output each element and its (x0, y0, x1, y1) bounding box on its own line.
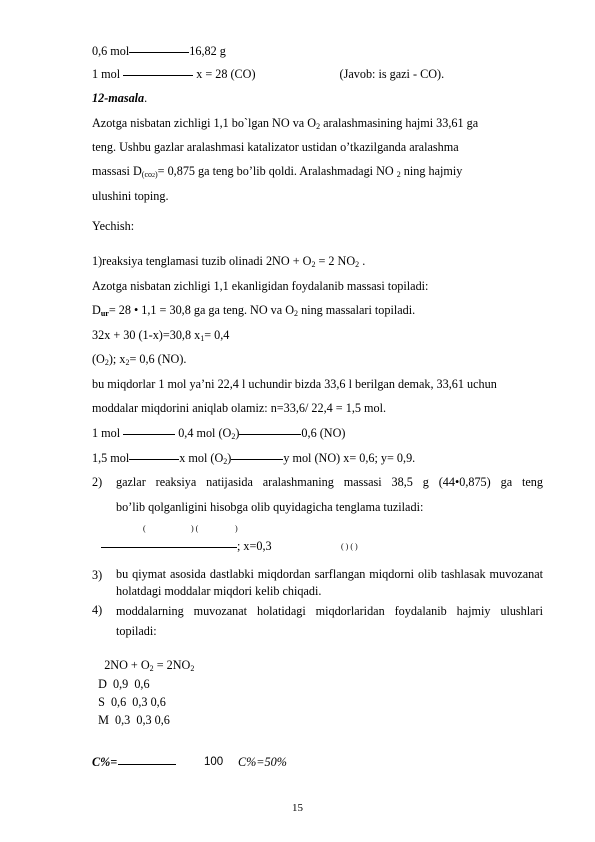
text-line (92, 254, 365, 268)
result-text: C%=50% (238, 755, 287, 769)
text: 0,6 (NO) (301, 426, 346, 440)
text-line (92, 451, 415, 465)
section-label: Yechish: (92, 219, 135, 233)
text: aralashmasining hajmi 33,61 ga (320, 116, 479, 130)
text: . (144, 91, 148, 105)
item-number: 2) (92, 475, 103, 489)
equation-paren: ) ( (191, 524, 199, 533)
text: = 2NO (153, 658, 191, 672)
item-number: 4) (92, 603, 103, 617)
item-text: bu qiymat asosida dastlabki miqdordan sarflangan miqdorni olib tashlasak muvozanat holatdagi moddalar miqdori kelib chiqadi. (116, 567, 543, 598)
text: ) (227, 451, 232, 465)
table-row: M 0,3 0,3 0,6 (92, 713, 170, 727)
text: x = 28 (CO) (193, 67, 256, 81)
problem-heading (92, 91, 147, 105)
item-text (116, 473, 543, 491)
result-value: 100 (204, 756, 224, 768)
answer-text: (Javob: is gazi - CO). (339, 67, 445, 81)
equation-text: ; x=0,3 (237, 539, 272, 553)
text: D (92, 303, 101, 317)
list-item (92, 601, 543, 637)
subscript: 2 (152, 173, 155, 179)
list-item (92, 473, 543, 513)
text-line: ulushini toping. (92, 189, 169, 203)
text: = 0,4 (204, 328, 230, 342)
result-label: C%= (92, 755, 118, 769)
dash-line (239, 434, 301, 435)
dash-line (129, 52, 189, 53)
text: 1,5 mol (92, 451, 130, 465)
text-line (92, 164, 462, 178)
text-line (92, 352, 186, 366)
text: 2NO + O (92, 658, 150, 672)
table-row: S 0,6 0,3 0,6 (92, 695, 166, 709)
subscript: 2 (355, 260, 360, 269)
subscript: ) (155, 170, 158, 179)
text-line (92, 328, 229, 342)
table-row: D 0,9 0,6 (92, 677, 150, 691)
text: 32x + 30 (1-x)=30,8 x (92, 328, 201, 342)
text: 1 mol (92, 426, 124, 440)
subscript: 2 (396, 170, 401, 179)
page-number: 15 (292, 802, 303, 814)
text-line (92, 116, 478, 130)
equation-paren: ( (143, 524, 146, 533)
text-line (92, 426, 345, 440)
subscript: 2 (294, 309, 299, 318)
text-line: Azotga nisbatan zichligi 1,1 ekanligidan foydalanib massasi topiladi: (92, 279, 429, 293)
text: x mol (O (179, 451, 224, 465)
subscript: 1 (200, 334, 205, 343)
dash-line (123, 434, 175, 435)
text: ning massalari topiladi. (298, 303, 416, 317)
subscript: 2 (231, 432, 236, 441)
text-line: moddalar miqdorini aniqlab olamiz: n=33,6/ 22,4 = 1,5 mol. (92, 401, 387, 415)
subscript: 2 (190, 664, 195, 673)
item-text: moddalarning muvozanat holatidagi miqdorlaridan foydalanib hajmiy ulushlari topiladi: (116, 604, 543, 638)
text: (O (92, 352, 105, 366)
list-item (92, 566, 543, 602)
dash-line (231, 459, 283, 460)
dash-line (129, 459, 179, 460)
subscript: ur (100, 309, 109, 318)
text: = 28 • 1,1 = 30,8 ga ga teng. NO va O (108, 303, 295, 317)
subscript: 2 (311, 260, 316, 269)
text-line (92, 44, 226, 58)
equation-paren: ) (235, 524, 238, 533)
dash-line (123, 75, 193, 76)
fraction-line (118, 764, 176, 765)
subscript: 2 (104, 358, 109, 367)
text: y mol (NO) x= 0,6; y= 0,9. (283, 451, 416, 465)
text: = 0,875 ga teng bo’lib qoldi. Aralashmadagi NO (157, 164, 397, 178)
text: . (359, 254, 366, 268)
fraction-line (101, 547, 237, 548)
item-number: 3) (92, 568, 103, 582)
text: Azotga nisbatan zichligi 1,1 bo`lgan NO va O (92, 116, 317, 130)
text: = 2 NO (315, 254, 356, 268)
text-line (92, 67, 444, 81)
text: 1 mol (92, 67, 124, 81)
text: 0,6 mol (92, 44, 130, 58)
text-line (92, 303, 415, 317)
subscript: 2 (125, 358, 130, 367)
text: ning hajmiy (400, 164, 463, 178)
subscript: 2 (149, 664, 154, 673)
text: = 0,6 (NO). (129, 352, 187, 366)
text: ); x (108, 352, 126, 366)
text: 1)reaksiya tenglamasi tuzib olinadi 2NO + O (92, 254, 312, 268)
reaction-row (92, 658, 194, 672)
subscript: ( (141, 170, 145, 179)
heading-text: 12-masala (92, 91, 145, 105)
subscript: co (144, 170, 152, 179)
text: massasi D (92, 164, 142, 178)
item-text: bo’lib qolganligini hisobga olib quyidagicha tenglama tuziladi: (116, 500, 424, 514)
text: 16,82 g (189, 44, 226, 58)
text: 0,4 mol (O (175, 426, 232, 440)
subscript: 2 (316, 122, 321, 131)
text-line: bu miqdorlar 1 mol ya’ni 22,4 l uchundir bizda 33,6 l berilgan demak, 33,61 uchun (92, 377, 497, 391)
text: gazlar reaksiya natijasida aralashmaning massasi 38,5 g (44•0,875) ga teng (116, 475, 543, 489)
text: ) (235, 426, 240, 440)
subscript: 2 (223, 457, 228, 466)
equation-paren: ( ) ( ) (341, 542, 358, 551)
text-line: teng. Ushbu gazlar aralashmasi katalizator ustidan o’tkazilganda aralashma (92, 140, 459, 154)
